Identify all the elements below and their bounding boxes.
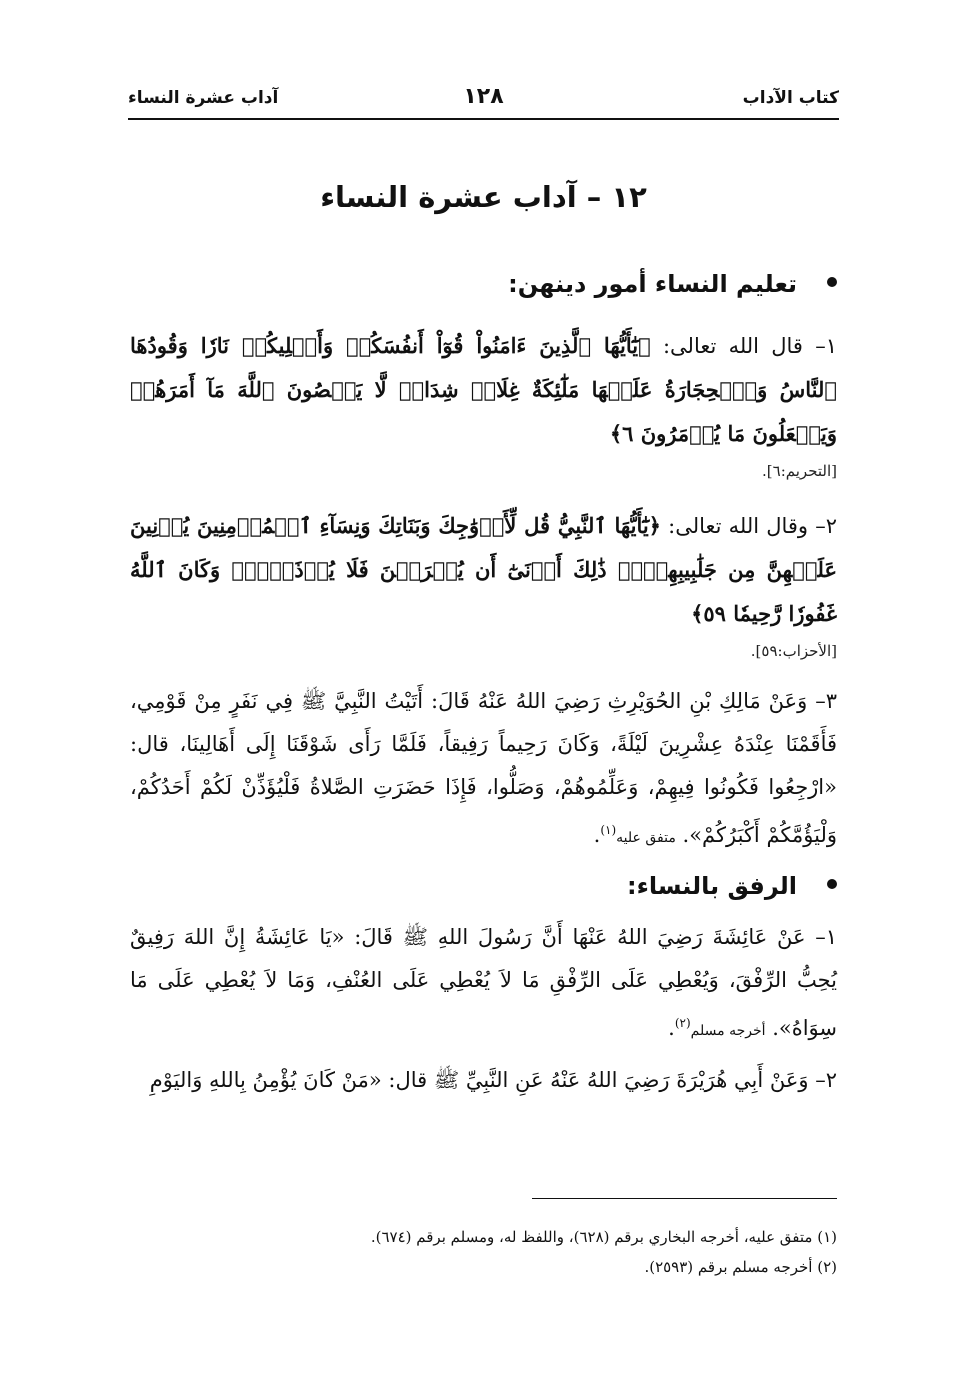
bullet-icon: [827, 277, 837, 287]
running-header: [128, 84, 839, 118]
bullet-icon: [827, 879, 837, 889]
section-heading-text: الرفق بالنساء:: [626, 872, 797, 900]
header-divider: [128, 118, 839, 120]
header-book-title: كتاب الآداب: [742, 88, 839, 108]
section-teaching-women: [130, 270, 837, 860]
paragraph-verse-2: [130, 504, 837, 636]
hadith-source: أخرجه مسلم: [690, 1023, 766, 1039]
chapter-title: ١٢ – آداب عشرة النساء: [320, 180, 647, 214]
paragraph-hadith-3: [130, 680, 837, 860]
verse-intro: ١– قال الله تعالى:: [650, 334, 837, 358]
hadith-text: ١– عَنْ عَائِشَةَ رَضِيَ اللهُ عَنْهَا أَنَّ رَسُولَ اللهِ ﷺ قَالَ: «يَا عَائِشَةُ إِنَّ اللهَ رَفِيقٌ يُحِبُّ الرِّفْقَ، وَيُعْطِي عَلَى الرِّفْقِ مَا لاَ يُعْطِي عَلَى العُنْفِ، وَمَا لاَ يُعْطِي عَلَى مَا سِوَاهُ».: [130, 925, 837, 1040]
footnote-1: (١) متفق عليه، أخرجه البخاري برقم (٦٢٨)، واللفظ له، ومسلم برقم (٦٧٤).: [370, 1228, 837, 1246]
footnote-2: (٢) أخرجه مسلم برقم (٢٥٩٣).: [644, 1258, 837, 1276]
footnotes: [130, 1222, 837, 1282]
section-gentleness: [130, 872, 837, 1102]
verse-reference: [الأحزاب:٥٩].: [750, 642, 837, 660]
section-heading: [130, 872, 837, 908]
sentence-end: .: [668, 1016, 675, 1040]
section-heading-text: تعليم النساء أمور دينهن:: [508, 270, 797, 298]
footnote-divider: [532, 1198, 837, 1199]
sentence-end: .: [593, 823, 601, 847]
verse-reference: [التحريم:٦].: [762, 462, 837, 480]
footnote-marker: (١): [600, 823, 617, 837]
paragraph-hadith-2: [130, 1059, 837, 1102]
quran-verse: ﴿يَٰٓأَيُّهَا ٱلَّذِينَ ءَامَنُواْ قُوٓاْ أَنفُسَكُمۡ وَأَهۡلِيكُمۡ نَارٗا وَقُودُهَا ٱلنَّاسُ وَٱلۡحِجَارَةُ عَلَيۡهَا مَلَٰٓئِكَةٌ غِلَاظٞ شِدَادٞ لَّا يَعۡصُونَ ٱللَّهَ مَآ أَمَرَهُمۡ وَيَفۡعَلُونَ مَا يُؤۡمَرُونَ ٦﴾: [130, 333, 837, 446]
page-number: ١٢٨: [463, 84, 504, 109]
paragraph-hadith-1: [130, 916, 837, 1053]
hadith-text: ٢– وَعَنْ أَبِي هُرَيْرَةَ رَضِيَ اللهُ عَنْهُ عَنِ النَّبِيِّ ﷺ قال: «مَنْ كَانَ يُؤْمِنُ بِاللهِ وَاليَوْمِ: [149, 1068, 837, 1092]
hadith-text: ٣– وَعَنْ مَالِكِ بْنِ الحُوَيْرِثِ رَضِيَ اللهُ عَنْهُ قَالَ: أَتَيْتُ النَّبِيَّ ﷺ فِي نَفَرٍ مِنْ قَوْمِي، فَأَقَمْنَا عِنْدَهُ عِشْرِينَ لَيْلَةً، وَكَانَ رَحِيماً رَفِيقاً، فَلَمَّا رَأَى شَوْقَنَا إِلَى أَهَالِينَا، قال: «ارْجِعُوا فَكُونُوا فِيهِمْ، وَعَلِّمُوهُمْ، وَصَلُّوا، فَإِذَا حَضَرَتِ الصَّلاةُ فَلْيُؤَذِّنْ لَكُمْ أَحَدُكُمْ، وَلْيَؤُمَّكُمْ أَكْبَرُكُمْ».: [130, 689, 837, 847]
header-chapter-title: آداب عشرة النساء: [128, 88, 279, 108]
verse-intro: ٢– وقال الله تعالى:: [661, 514, 837, 538]
hadith-source: متفق عليه: [616, 830, 676, 846]
footnote-marker: (٢): [674, 1016, 691, 1030]
section-heading: [130, 270, 837, 306]
quran-verse: ﴿يَٰٓأَيُّهَا ٱلنَّبِيُّ قُل لِّأَزۡوَٰجِكَ وَبَنَاتِكَ وَنِسَآءِ ٱلۡمُؤۡمِنِينَ يُدۡنِينَ عَلَيۡهِنَّ مِن جَلَٰبِيبِهِنَّۚ ذَٰلِكَ أَدۡنَىٰٓ أَن يُعۡرَفۡنَ فَلَا يُؤۡذَيۡنَۗ وَكَانَ ٱللَّهُ غَفُورٗا رَّحِيمٗا ٥٩﴾: [130, 513, 837, 626]
paragraph-verse-1: [130, 324, 837, 456]
